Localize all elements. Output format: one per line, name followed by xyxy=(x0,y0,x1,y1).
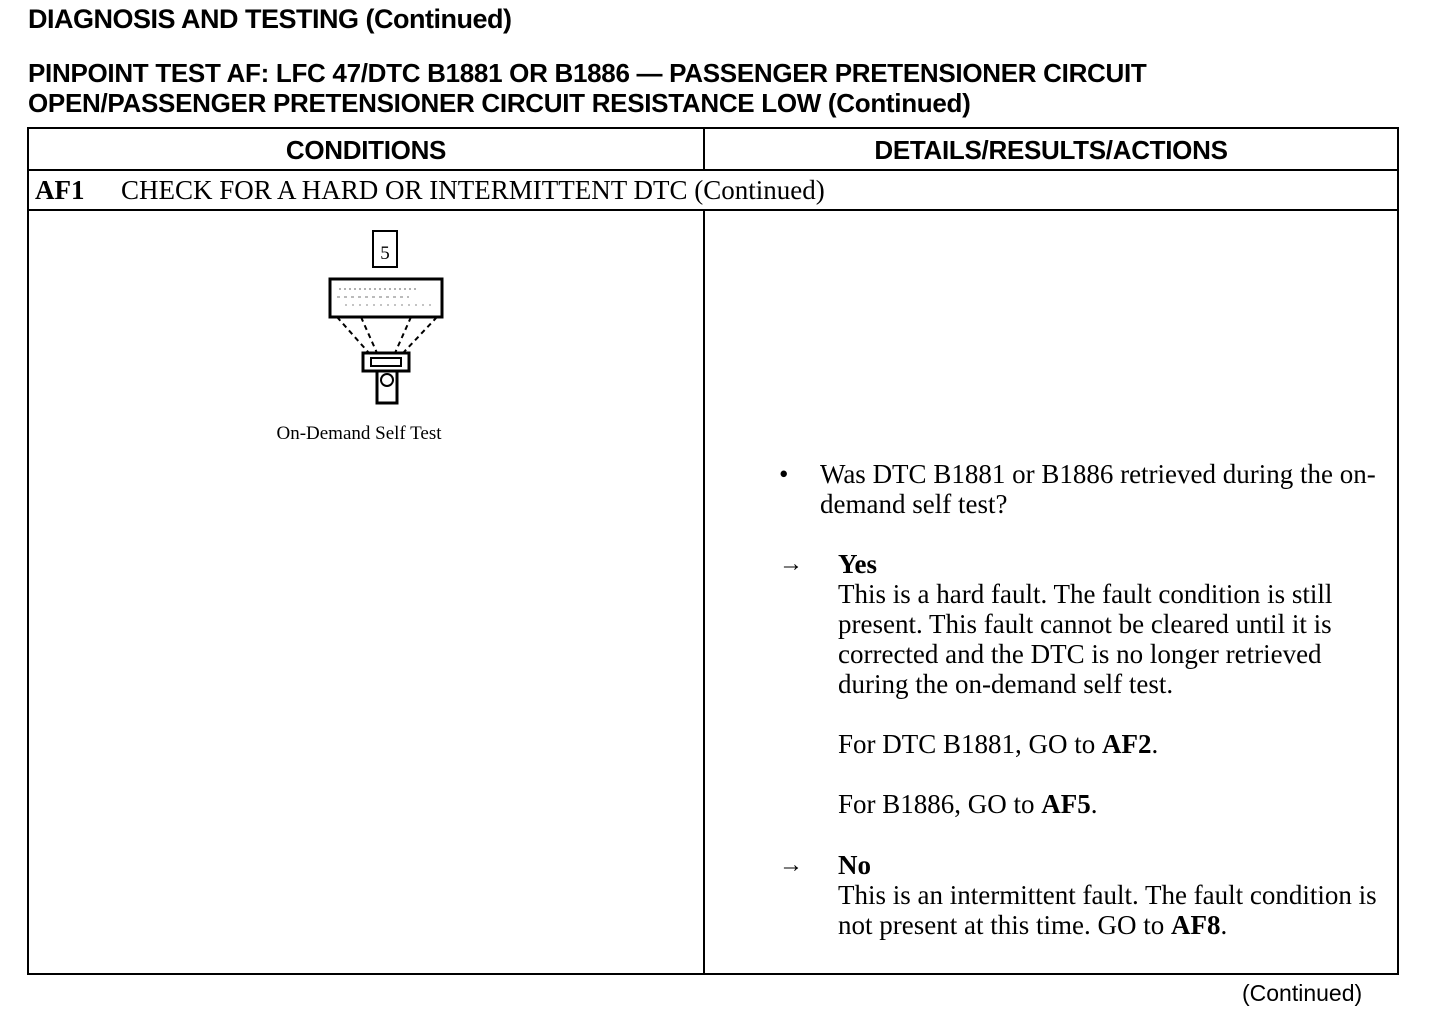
yes-result xyxy=(838,549,1393,819)
no-label: No xyxy=(838,850,871,880)
no-result xyxy=(838,850,1393,940)
details-results-actions-cell xyxy=(705,211,1397,973)
step-row-af1 xyxy=(29,171,1397,211)
step-number: 5 xyxy=(380,243,390,264)
cable-line xyxy=(403,317,437,353)
yes-description: This is a hard fault. The fault condition is still present. This fault cannot be cleared until it is corrected and the DTC is no longer retrieved during the on-demand self test. xyxy=(838,579,1333,699)
test-title-line-2: OPEN/PASSENGER PRETENSIONER CIRCUIT RESISTANCE LOW (Continued) xyxy=(28,88,971,118)
yes-label: Yes xyxy=(838,549,877,579)
step-title: CHECK FOR A HARD OR INTERMITTENT DTC (Continued) xyxy=(121,175,825,205)
scan-tool-display-icon xyxy=(330,279,442,317)
yes-action-b1881: For DTC B1881, GO to AF2. xyxy=(838,729,1159,759)
cable-line xyxy=(337,317,369,353)
no-description: This is an intermittent fault. The fault condition is not present at this time. GO to AF8. xyxy=(838,880,1377,940)
bullet: • xyxy=(779,459,789,489)
goto-af8: AF8 xyxy=(1170,910,1221,940)
page-heading: DIAGNOSIS AND TESTING (Continued) xyxy=(28,4,512,34)
arrow-right-icon: → xyxy=(779,551,803,577)
goto-af5: AF5 xyxy=(1041,789,1091,819)
arrow-right-icon: → xyxy=(779,852,803,878)
test-title-line-1: PINPOINT TEST AF: LFC 47/DTC B1881 OR B1886 — PASSENGER PRETENSIONER CIRCUIT xyxy=(28,58,1147,88)
goto-af2: AF2 xyxy=(1102,729,1152,759)
header-conditions: CONDITIONS xyxy=(285,135,447,165)
step-id: AF1 xyxy=(35,175,85,205)
figure-caption: On-Demand Self Test xyxy=(276,423,442,444)
yes-action-b1886: For B1886, GO to AF5. xyxy=(838,789,1098,819)
table-header-row xyxy=(29,129,1397,171)
column-divider xyxy=(703,129,705,169)
continued-footer: (Continued) xyxy=(1242,980,1363,1006)
cable-line xyxy=(395,317,411,353)
pinpoint-test-title xyxy=(28,58,1408,118)
test-question: Was DTC B1881 or B1886 retrieved during the on-demand self test? xyxy=(820,459,1376,519)
header-details-results-actions: DETAILS/RESULTS/ACTIONS xyxy=(874,135,1228,165)
pinpoint-test-table xyxy=(27,127,1399,975)
connector-plug-icon xyxy=(363,353,409,371)
